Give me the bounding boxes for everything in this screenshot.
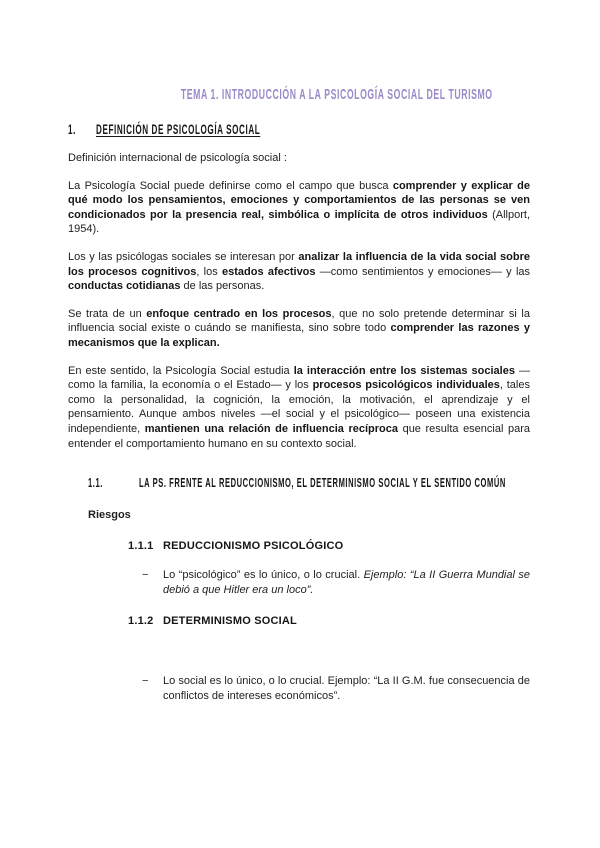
riesgos-label: Riesgos xyxy=(88,509,131,522)
bullet-item xyxy=(68,674,530,703)
subsection-number: 1.1.2 xyxy=(128,615,154,628)
subsection-title: REDUCCIONISMO PSICOLÓGICO xyxy=(163,540,344,553)
paragraph: Se trata de un enfoque centrado en los procesos, que no solo pretende determinar si la influencia social existe o cuándo se manifiesta, sino sobre todo comprender las razones y mecanismos que la explican. xyxy=(68,307,530,349)
bullet-text: Lo “psicológico” es lo único, o lo crucial. Ejemplo: “La II Guerra Mundial se debió a que Hitler era un loco”. xyxy=(163,569,530,596)
document-title-text: TEMA 1. INTRODUCCIÓN A LA PSICOLOGÍA SOCIAL DEL TURISMO xyxy=(180,86,493,103)
bullet-item xyxy=(68,568,530,597)
bullet-dash-icon: − xyxy=(142,569,149,582)
paragraph: Definición internacional de psicología social : xyxy=(68,152,287,164)
section-1-heading-text: DEFINICIÓN DE PSICOLOGÍA SOCIAL xyxy=(96,121,261,137)
subsection-number: 1.1.1 xyxy=(128,540,154,553)
section-1-1-heading-text: LA PS. FRENTE AL REDUCCIONISMO, EL DETERMINISMO SOCIAL Y EL SENTIDO COMÚN xyxy=(139,475,506,491)
subsection-heading xyxy=(68,540,530,553)
section-1-number: 1. xyxy=(68,121,76,137)
body-paragraphs xyxy=(68,151,530,451)
bullet-text: Lo social es lo único, o lo crucial. Ejemplo: “La II G.M. fue consecuencia de conflictos de intereses económicos”. xyxy=(163,675,530,702)
subsections xyxy=(68,540,530,703)
document-title xyxy=(68,86,530,103)
section-1-1-heading xyxy=(68,475,530,491)
subsection-heading xyxy=(68,615,530,628)
paragraph: La Psicología Social puede definirse como el campo que busca comprender y explicar de qué modo los pensamientos, emociones y comportamientos de las personas se ven condicionados por la presencia real, simbólica o implícita de otros individuos (Allport, 1954). xyxy=(68,179,530,236)
paragraph: En este sentido, la Psicología Social estudia la interacción entre los sistemas sociales —como la familia, la economía o el Estado— y los procesos psicológicos individuales, tales como la personalidad, la cognición, la emoción, la motivación, el aprendizaje y el pensamiento. Aunque ambos niveles —el social y el psicológico— poseen una existencia independiente, mantienen una relación de influencia recíproca que resulta esencial para entender el comportamiento humano en su contexto social. xyxy=(68,364,531,450)
paragraph: Los y las psicólogas sociales se interesan por analizar la influencia de la vida social sobre los procesos cognitivos, los estados afectivos —como sentimientos y emociones— y las conductas cotidianas de las personas. xyxy=(68,250,531,293)
section-1-heading xyxy=(68,121,530,137)
subsection-title: DETERMINISMO SOCIAL xyxy=(163,615,297,628)
section-1-1-number: 1.1. xyxy=(88,475,103,491)
bullet-dash-icon: − xyxy=(142,675,149,688)
